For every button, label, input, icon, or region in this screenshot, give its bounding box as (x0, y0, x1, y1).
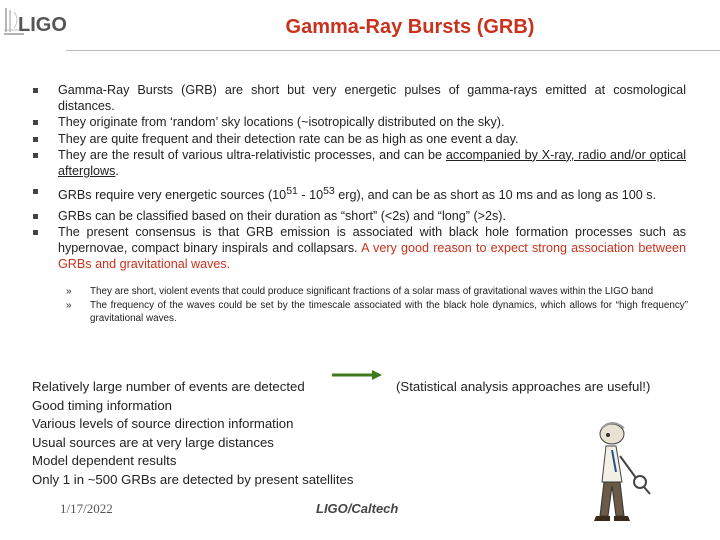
summary-line: Only 1 in ~500 GRBs are detected by present satellites (32, 471, 354, 487)
square-bullet-icon (33, 153, 38, 158)
bullet-item (32, 208, 686, 224)
bullet-item (32, 131, 686, 147)
summary-line: Usual sources are at very large distances (32, 434, 274, 450)
bullet-text: GRBs require very energetic sources (10 (58, 188, 287, 203)
bullet-item (32, 82, 686, 114)
bullet-item (32, 114, 686, 130)
summary-text: Relatively large number of events are detected (32, 379, 305, 394)
sub-bullet-list (66, 286, 688, 327)
square-bullet-icon (33, 189, 38, 194)
bullet-text: erg), and can be as short as 10 ms and as long as 100 s. (334, 188, 657, 203)
bullet-item (32, 224, 686, 273)
footer-date: 1/17/2022 (60, 501, 113, 516)
chevron-bullet-icon: » (66, 300, 72, 312)
chevron-bullet-icon: » (66, 286, 72, 297)
title-divider (66, 50, 720, 51)
summary-line: Various levels of source direction information (32, 416, 294, 432)
square-bullet-icon (33, 120, 38, 125)
slide-title: Gamma-Ray Bursts (GRB) (285, 16, 535, 38)
square-bullet-icon (33, 230, 38, 235)
bullet-item (32, 183, 686, 203)
bullet-text: Gamma-Ray Bursts (GRB) are short but very energetic pulses of gamma-rays emitted at cosmological distances. (58, 83, 686, 114)
bullet-text: They are the result of various ultra-relativistic processes, and can be (58, 147, 446, 162)
afterglow-link[interactable]: accompanied by X-ray, radio and/or optical afterglows (58, 147, 686, 179)
bullet-text: The present consensus is that GRB emission is associated with black hole formation processes such as hypernovae, compact binary inspirals and collapsars. (58, 224, 686, 256)
sub-bullet-item (66, 286, 688, 298)
sub-bullet-item (66, 300, 688, 325)
bullet-text: They are quite frequent and their detection rate can be as high as one event a day. (58, 131, 519, 146)
green-arrow-icon (330, 368, 384, 382)
summary-line (32, 378, 672, 397)
bullet-item (32, 147, 686, 179)
logo-text: LIGO (18, 14, 67, 36)
summary-list (32, 378, 672, 490)
sub-bullet-text: They are short, violent events that could produce significant fractions of a solar mass of gravitational waves within the LIGO band (90, 286, 654, 297)
bullet-text: GRBs can be classified based on their duration as “short” (<2s) and “long” (>2s). (58, 208, 506, 223)
exponent: 51 (286, 185, 298, 198)
scientist-cartoon-icon (582, 420, 656, 532)
footer-organization: LIGO/Caltech (316, 501, 399, 516)
square-bullet-icon (33, 137, 38, 142)
summary-line: Model dependent results (32, 453, 177, 469)
summary-line: Good timing information (32, 397, 173, 413)
highlight-text: A very good reason to expect strong association between GRBs and gravitational waves. (58, 241, 686, 272)
exponent: 53 (323, 185, 335, 198)
sub-bullet-text: The frequency of the waves could be set by the timescale associated with the black hole dynamics, which allows for “high frequency” gravitational waves. (90, 300, 688, 324)
bullet-text: They originate from ‘random’ sky locations (~isotropically distributed on the sky). (58, 115, 505, 130)
square-bullet-icon (33, 88, 38, 93)
bullet-text: . (115, 164, 119, 179)
statistical-note: (Statistical analysis approaches are useful!) (396, 379, 651, 394)
bullet-text: - 10 (297, 188, 324, 203)
square-bullet-icon (33, 214, 38, 219)
bullet-list (32, 82, 686, 272)
